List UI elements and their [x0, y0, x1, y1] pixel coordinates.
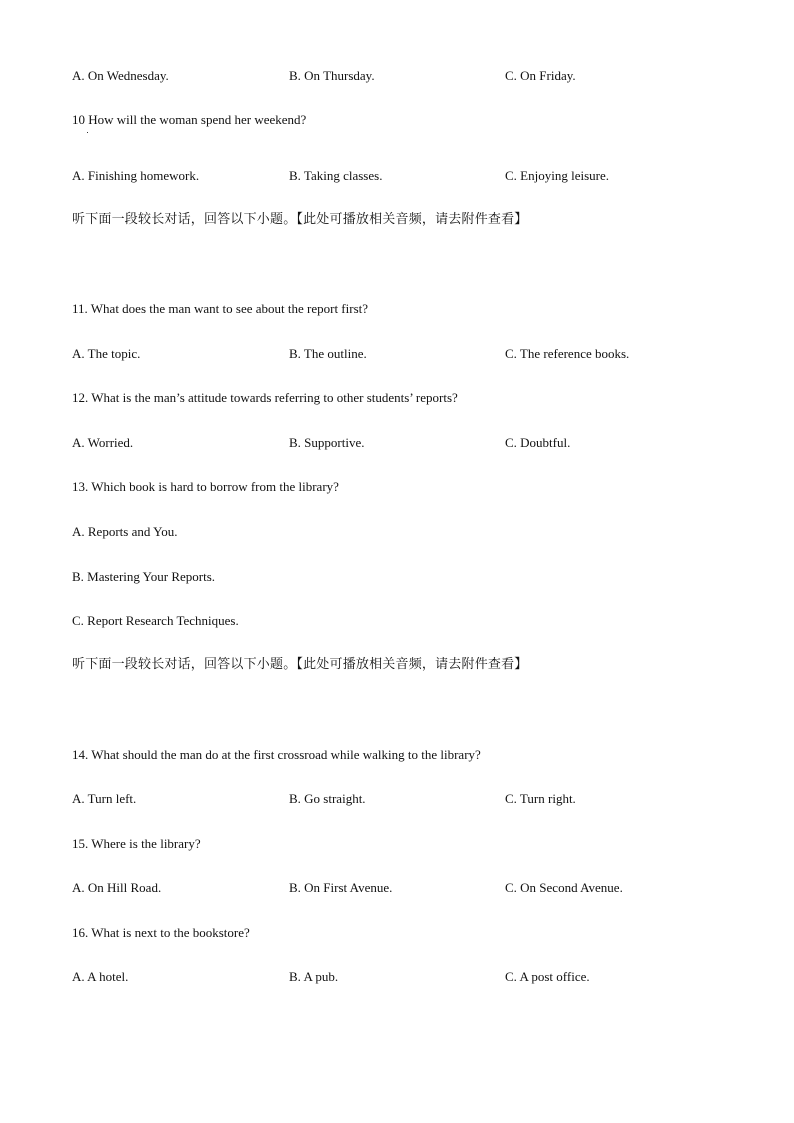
- q11-question: 11. What does the man want to see about the report first?: [72, 301, 369, 316]
- q12-option-b: B. Supportive.: [289, 435, 365, 450]
- q15-option-c: C. On Second Avenue.: [505, 880, 623, 895]
- q14-option-c: C. Turn right.: [505, 791, 576, 806]
- q12-question: 12. What is the man’s attitude towards referring to other students’ reports?: [72, 390, 458, 405]
- q10-question: 10 How will the woman spend her weekend?: [72, 112, 307, 127]
- q9-option-a: A. On Wednesday.: [72, 68, 169, 83]
- q16-option-a: A. A hotel.: [72, 969, 129, 984]
- q15-option-a: A. On Hill Road.: [72, 880, 162, 895]
- q13-question: 13. Which book is hard to borrow from the library?: [72, 479, 339, 494]
- q14-question: 14. What should the man do at the first crossroad while walking to the library?: [72, 747, 481, 762]
- q14-option-a: A. Turn left.: [72, 791, 137, 806]
- q9-options: [72, 68, 732, 84]
- section-instruction: 听下面一段较长对话，回答以下小题。【此处可播放相关音频，请去附件查看】: [72, 657, 528, 672]
- q15-option-b: B. On First Avenue.: [289, 880, 393, 895]
- q14-option-b: B. Go straight.: [289, 791, 366, 806]
- q10-option-b: B. Taking classes.: [289, 168, 383, 183]
- q12-options: [72, 435, 732, 451]
- q10-option-c: C. Enjoying leisure.: [505, 168, 609, 183]
- q16-option-c: C. A post office.: [505, 969, 590, 984]
- q15-options: [72, 880, 732, 896]
- q13-option-a: A. Reports and You.: [72, 524, 178, 539]
- q9-option-c: C. On Friday.: [505, 68, 576, 83]
- q15-question: 15. Where is the library?: [72, 836, 201, 851]
- q12-option-c: C. Doubtful.: [505, 435, 571, 450]
- stray-dot: [87, 132, 88, 133]
- q13-option-b: B. Mastering Your Reports.: [72, 569, 216, 584]
- q10-options: [72, 168, 732, 184]
- q16-question: 16. What is next to the bookstore?: [72, 925, 250, 940]
- q16-options: [72, 969, 732, 985]
- q10-option-a: A. Finishing homework.: [72, 168, 200, 183]
- q11-option-b: B. The outline.: [289, 346, 367, 361]
- q11-options: [72, 346, 732, 362]
- q16-option-b: B. A pub.: [289, 969, 339, 984]
- q14-options: [72, 791, 732, 807]
- section-instruction: 听下面一段较长对话，回答以下小题。【此处可播放相关音频，请去附件查看】: [72, 212, 528, 227]
- q13-option-c: C. Report Research Techniques.: [72, 613, 239, 628]
- q11-option-c: C. The reference books.: [505, 346, 630, 361]
- q11-option-a: A. The topic.: [72, 346, 141, 361]
- q12-option-a: A. Worried.: [72, 435, 134, 450]
- q9-option-b: B. On Thursday.: [289, 68, 375, 83]
